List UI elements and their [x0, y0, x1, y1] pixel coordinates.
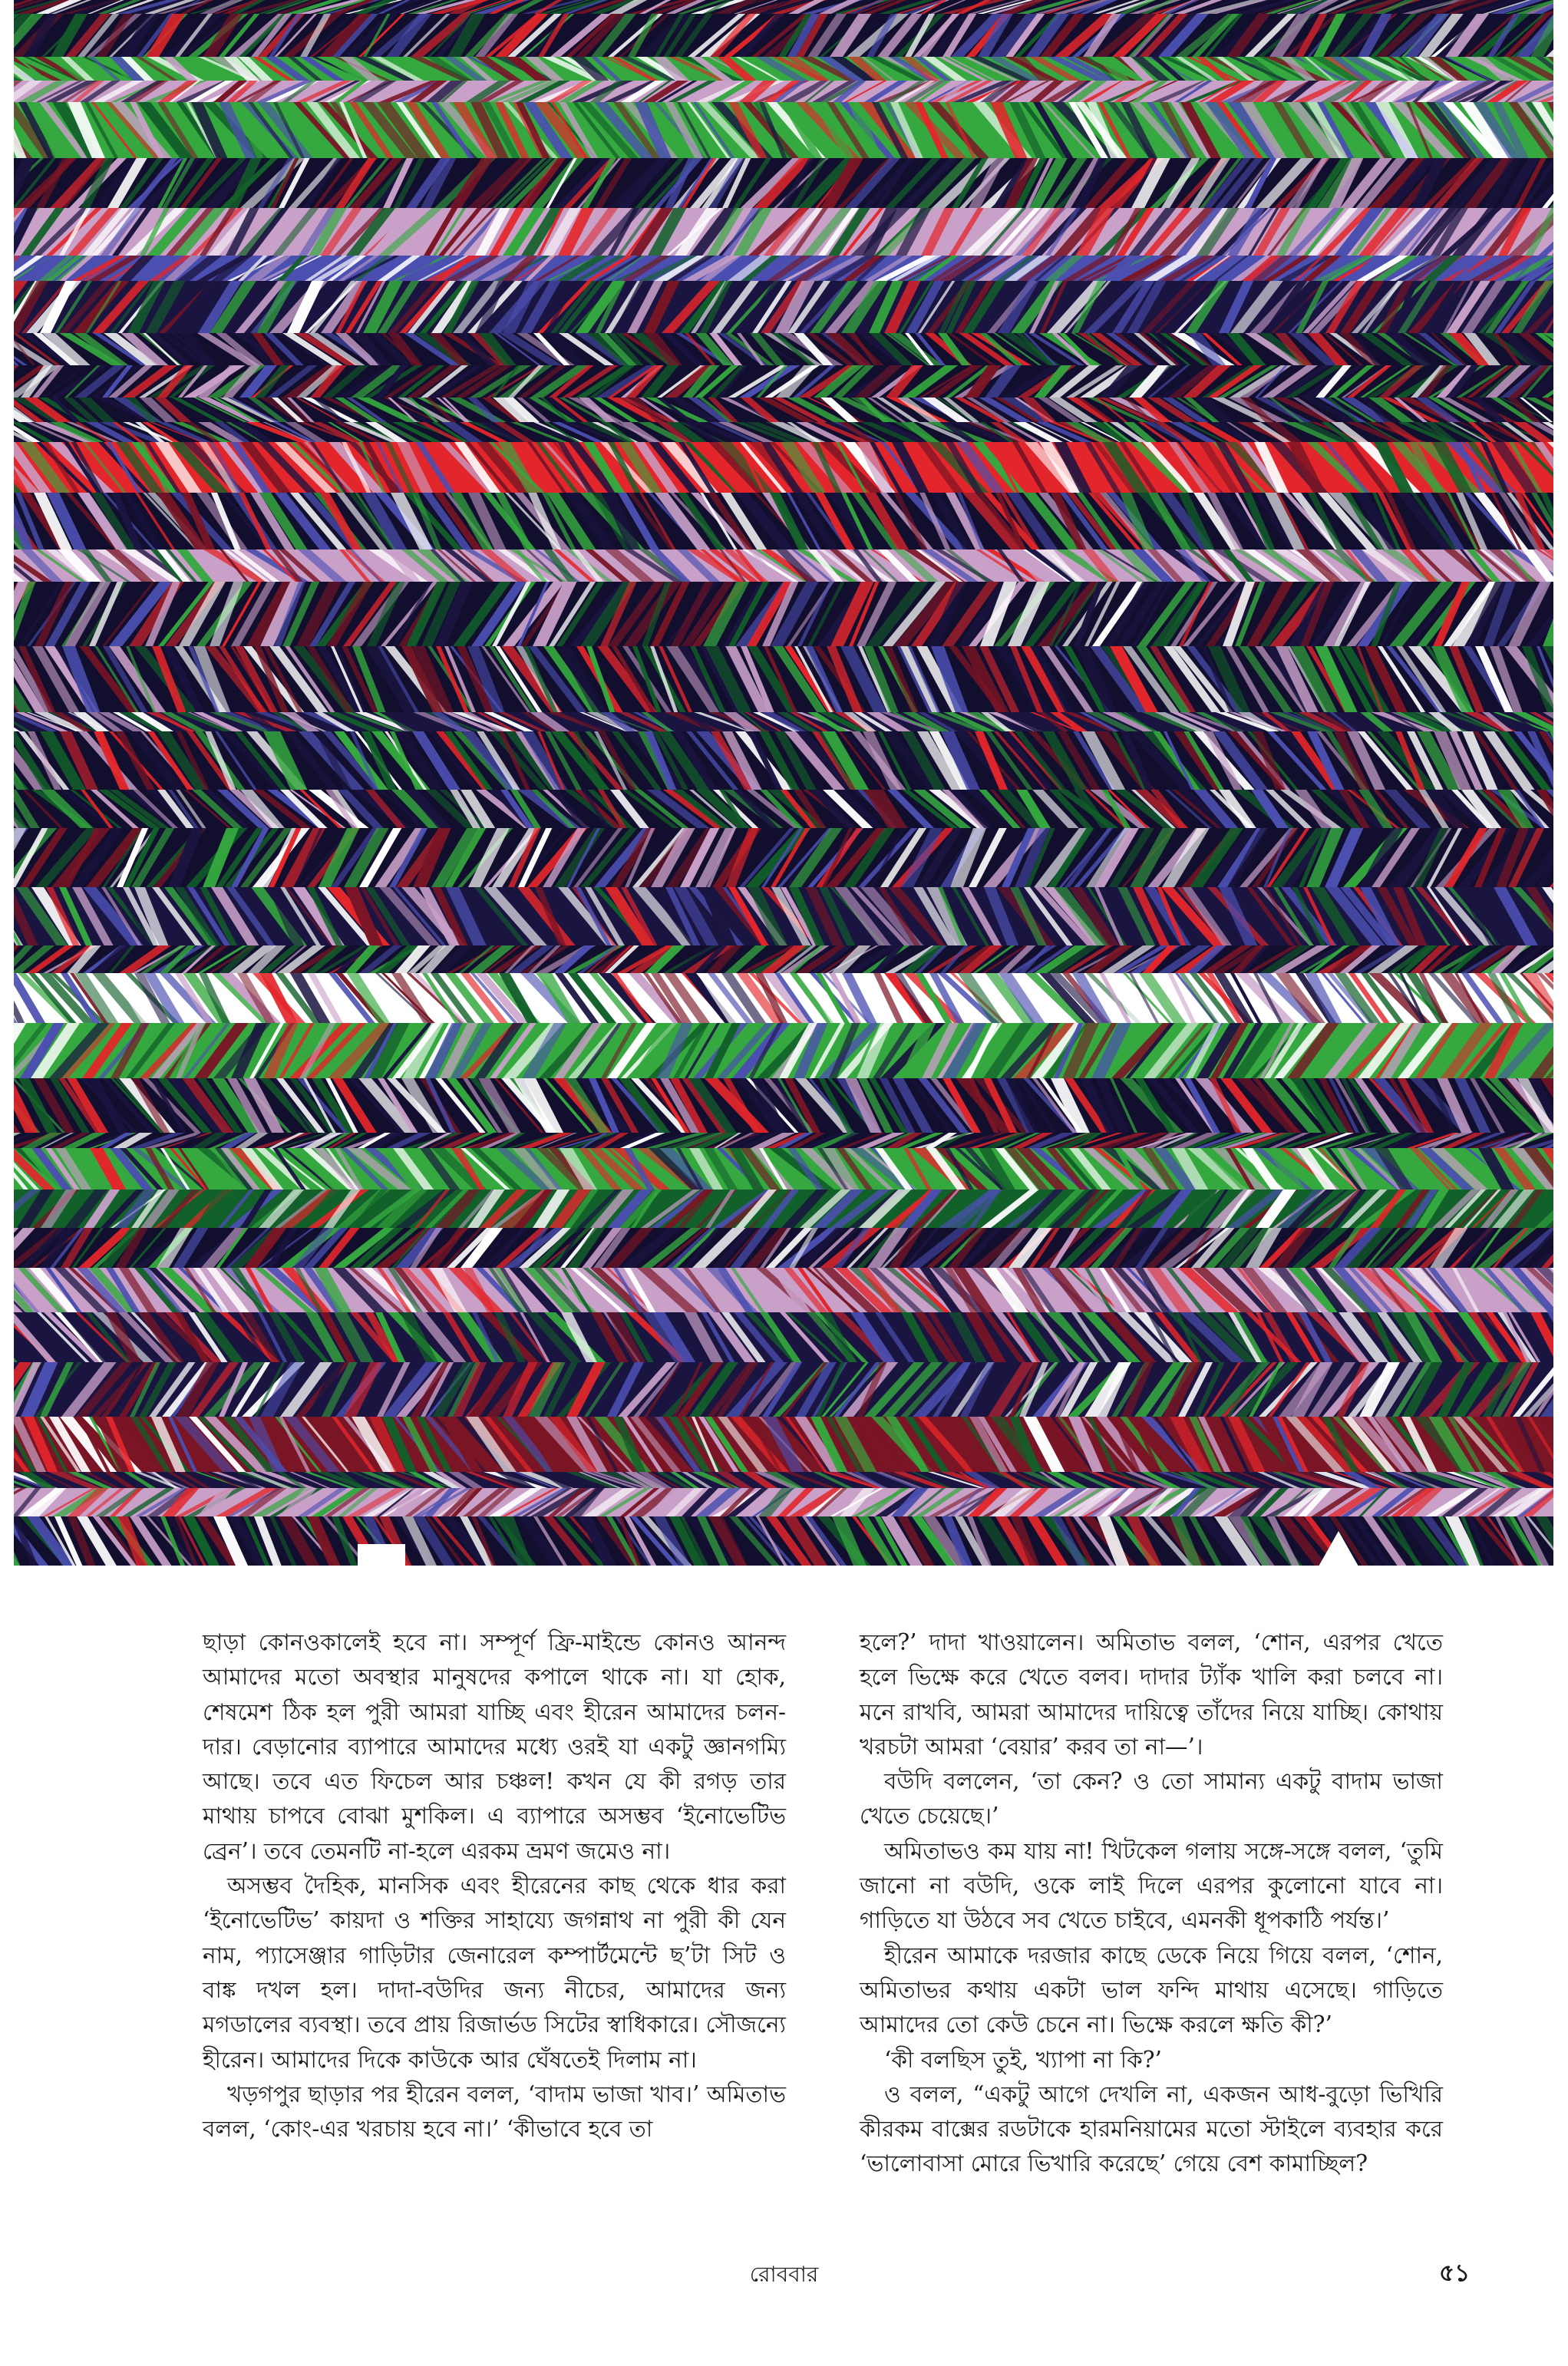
stripe-band [14, 828, 1553, 887]
stripe-band [14, 731, 1553, 790]
stripe-band [14, 1078, 1553, 1133]
stripe-band [14, 333, 1553, 365]
text-column-right [860, 1625, 1443, 2182]
paragraph: খড়গপুর ছাড়ার পর হীরেন বলল, ‘বাদাম ভাজা খাব।’ অমিতাভ বলল, ‘কোং-এর খরচায় হবে না।’ ‘কীভাবে হবে তা [203, 2081, 786, 2143]
stripe-band [14, 646, 1553, 712]
magazine-name: রোববার [749, 2262, 819, 2287]
artwork-triangle-notch [1319, 1531, 1358, 1566]
stripe-band [14, 256, 1553, 281]
stripe-band [14, 493, 1553, 549]
stripe-band [14, 14, 1553, 57]
paragraph: ও বলল, “একটু আগে দেখলি না, একজন আধ-বুড়ো ভিখিরি কীরকম বাক্সের রডটাকে হারমনিয়ামের মতো স্টাইলে ব্যবহার করে ‘ভালোবাসা মোরে ভিখারি করেছে’ গেয়ে বেশ কামাচ্ছিল? [860, 2081, 1443, 2177]
stripe-band [14, 790, 1553, 828]
stripe-band [14, 281, 1553, 333]
text-column-left [203, 1625, 786, 2147]
page-number: ৫১ [1439, 2259, 1471, 2287]
stripe-band [14, 712, 1553, 731]
stripe-band [14, 102, 1553, 158]
stripe-band [14, 1417, 1553, 1472]
stripe-band [14, 365, 1553, 398]
paragraph: ‘কী বলছিস তুই, খ্যাপা না কি?’ [884, 2046, 1162, 2073]
stripe-band [14, 158, 1553, 208]
stripe-band [14, 549, 1553, 582]
paragraph: অসম্ভব দৈহিক, মানসিক এবং হীরেনের কাছ থেকে ধার করা ‘ইনোভেটিভ’ কায়দা ও শক্তির সাহায্যে জগন্নাথ না পুরী কী যেন নাম, প্যাসেঞ্জার গাড়িটার জেনারেল কম্পার্টমেন্টে ছ’টা সিট ও বাঙ্ক দখল হল। দাদা-বউদির জন্য নীচের, আমাদের জন্য মগডালের ব্যবস্থা। তবে প্রায় রিজার্ভড সিটের স্বাধিকারে। সৌজন্যে হীরেন। আমাদের দিকে কাউকে আর ঘেঁষতেই দিলাম না। [203, 1873, 786, 2073]
stripe-band [14, 1190, 1553, 1228]
paragraph: ছাড়া কোনওকালেই হবে না। সম্পূর্ণ ফ্রি-মাইন্ডে কোনও আনন্দ আমাদের মতো অবস্থার মানুষদের কপালে থাকে না। যা হোক, শেষমেশ ঠিক হল পুরী আমরা যাচ্ছি এবং হীরেন আমাদের চলন-দার। বেড়ানোর ব্যাপারে আমাদের মধ্যে ওরই যা একটু জ্ঞানগম্যি আছে। তবে এত ফিচেল আর চঞ্চল! কখন যে কী রগড় তার মাথায় চাপবে বোঝা মুশকিল। এ ব্যাপারে অসম্ভব ‘ইনোভেটিভ ব্রেন’। তবে তেমনটি না-হলে এরকম ভ্রমণ জমেও না। [203, 1629, 786, 1864]
stripe-band [14, 442, 1553, 493]
artwork-corner-notch [358, 1544, 405, 1567]
stripe-band [14, 1133, 1553, 1148]
stripe-band [14, 0, 1553, 14]
stripe-band [14, 57, 1553, 81]
stripe-band [14, 1472, 1553, 1488]
artwork-canvas [14, 0, 1553, 1566]
glitch-artwork [14, 0, 1553, 1566]
stripe-band [14, 1312, 1553, 1362]
stripe-band [14, 887, 1553, 945]
stripe-band [14, 1228, 1553, 1268]
stripe-band [14, 1023, 1553, 1078]
paragraph: হীরেন আমাকে দরজার কাছে ডেকে নিয়ে গিয়ে বলল, ‘শোন, অমিতাভর কথায় একটা ভাল ফন্দি মাথায় এসেছে। গাড়িতে আমাদের তো কেউ চেনে না। ভিক্ষে করলে ক্ষতি কী?’ [860, 1942, 1443, 2038]
stripe-band [14, 398, 1553, 422]
stripe-band [14, 1148, 1553, 1190]
stripe-band [14, 973, 1553, 1023]
paragraph: অমিতাভও কম যায় না! খিটকেল গলায় সঙ্গে-সঙ্গে বলল, ‘তুমি জানো না বউদি, ওকে লাই দিলে এরপর কুলোনো যাবে না। গাড়িতে যা উঠবে সব খেতে চাইবে, এমনকী ধূপকাঠি পর্যন্ত।’ [860, 1837, 1443, 1934]
stripe-band [14, 81, 1553, 102]
paragraph: হলে?’ দাদা খাওয়ালেন। অমিতাভ বলল, ‘শোন, এরপর খেতে হলে ভিক্ষে করে খেতে বলব। দাদার ট্যাঁক খালি করা চলবে না। মনে রাখবি, আমরা আমাদের দায়িত্বে তাঁদের নিয়ে যাচ্ছি। কোথায় খরচটা আমরা ‘বেয়ার’ করব তা না—’। [860, 1629, 1443, 1760]
stripe-band [14, 422, 1553, 442]
stripe-band [14, 582, 1553, 646]
stripe-band [14, 208, 1553, 256]
paragraph: বউদি বললেন, ‘তা কেন? ও তো সামান্য একটু বাদাম ভাজা খেতে চেয়েছে।’ [860, 1768, 1443, 1830]
stripe-band [14, 1488, 1553, 1516]
stripe-band [14, 1268, 1553, 1312]
stripe-band [14, 945, 1553, 973]
stripe-band [14, 1362, 1553, 1417]
